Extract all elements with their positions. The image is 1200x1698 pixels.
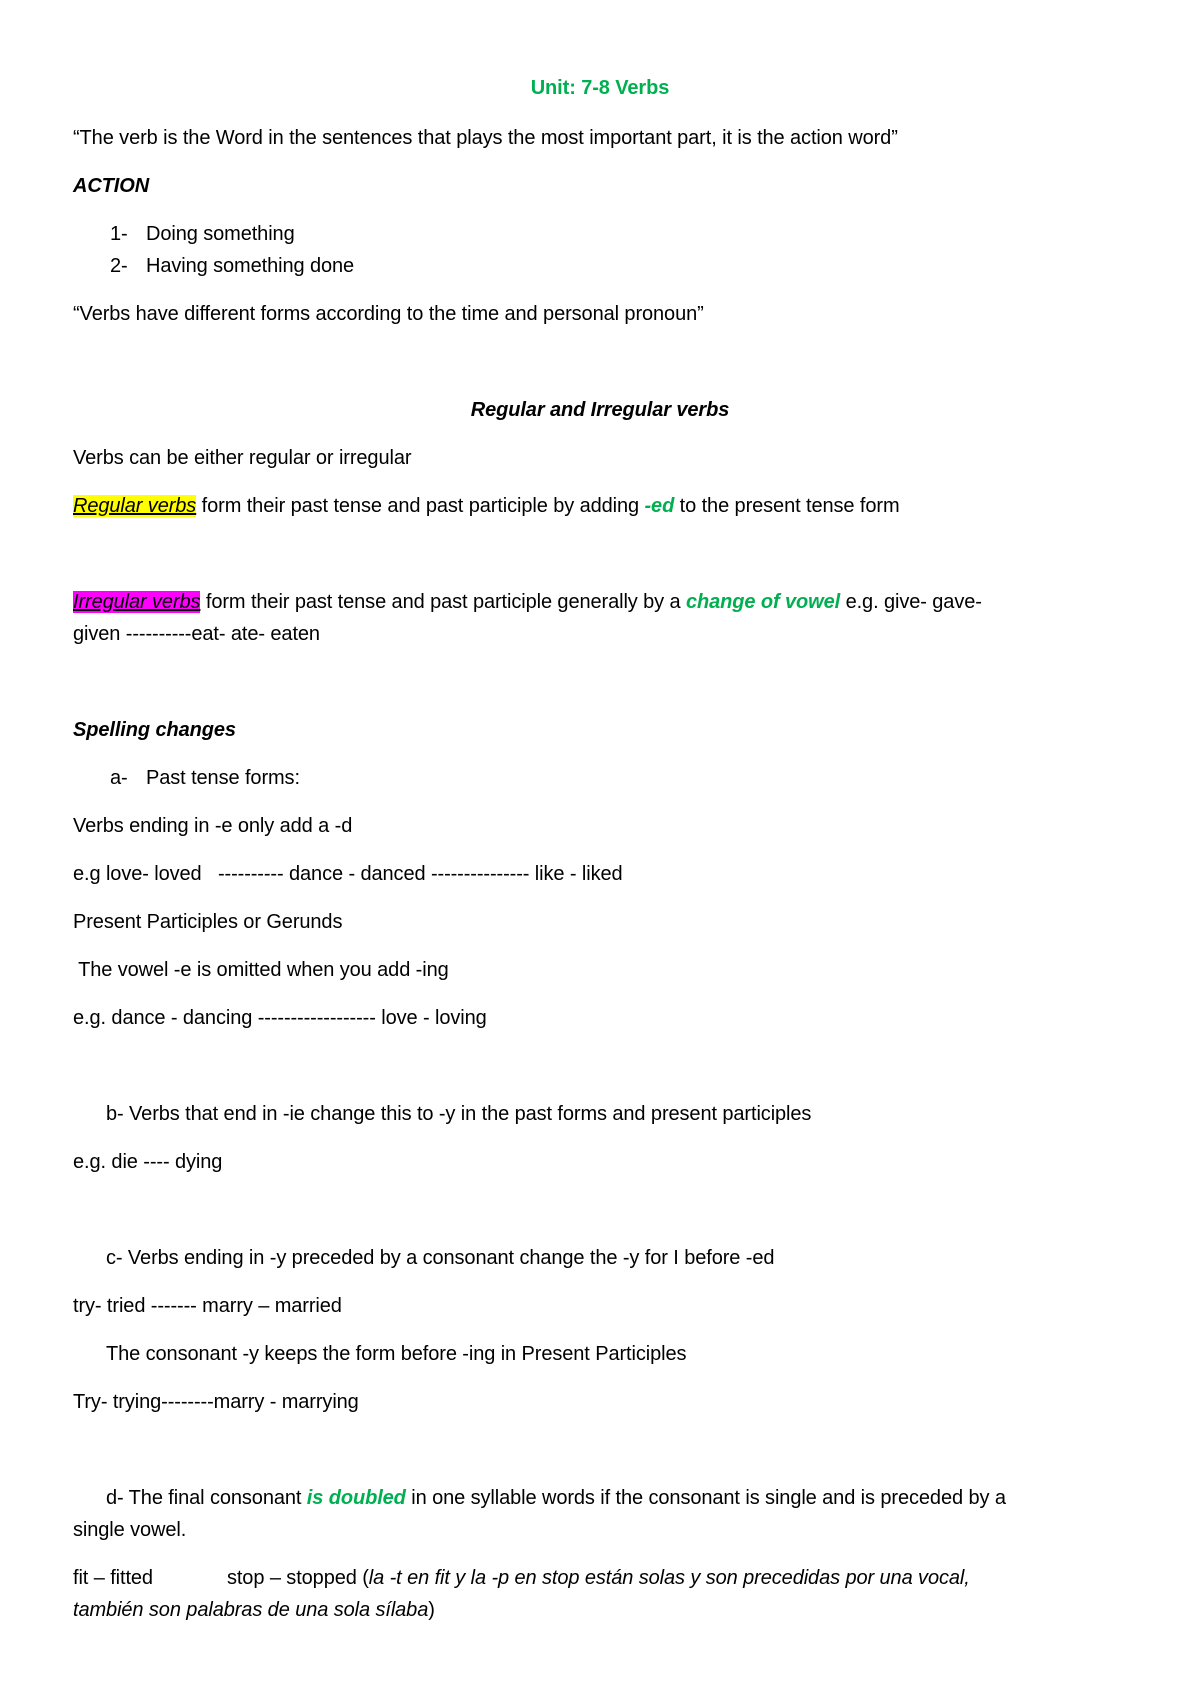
example-dancing: e.g. dance - dancing ------------------ love - loving [73,1007,487,1029]
rule-doubled-consonant [106,1486,1006,1510]
irregular-text-b: e.g. give- gave- [840,591,982,613]
regular-verbs-term: Regular verbs [73,495,197,517]
example-fitted [73,1566,970,1590]
rule-ie-to-y: b- Verbs that end in -ie change this to -y in the past forms and present participles [106,1103,812,1125]
subsection-a [110,766,300,790]
either-line: Verbs can be either regular or irregular [73,447,412,469]
regular-text-a: form their past tense and past participle by adding [196,495,645,517]
intro-quote: “The verb is the Word in the sentences that plays the most important part, it is the action word” [73,127,898,149]
rule-e-add-d: Verbs ending in -e only add a -d [73,815,353,837]
is-doubled-emphasis: is doubled [306,1487,406,1509]
spelling-heading: Spelling changes [73,719,236,741]
ed-suffix: -ed [644,495,675,517]
rule-y-keeps: The consonant -y keeps the form before -ing in Present Participles [106,1343,687,1365]
present-participles-heading: Present Participles or Gerunds [73,911,343,933]
list-item-text: Having something done [146,255,355,277]
regular-verbs-definition [73,494,900,518]
irregular-verbs-definition [73,590,982,614]
action-heading: ACTION [73,175,150,197]
list-number: 1- [110,223,128,245]
list-item-text: Doing something [146,223,295,245]
section-heading: Regular and Irregular verbs [470,399,730,421]
rule-d-text-b: in one syllable words if the consonant is single and is preceded by a [405,1487,1006,1509]
example-dying: e.g. die ---- dying [73,1151,223,1173]
action-item-1 [110,222,295,246]
example-trying: Try- trying--------marry - marrying [73,1391,359,1413]
forms-quote: “Verbs have different forms according to the time and personal pronoun” [73,303,704,325]
spanish-note-text: también son palabras de una sola sílaba [73,1599,429,1621]
regular-text-b: to the present tense form [674,495,900,517]
list-number: 2- [110,255,128,277]
spanish-note-line2 [73,1598,435,1622]
action-item-2 [110,254,354,278]
irregular-verbs-term: Irregular verbs [73,591,201,613]
example-love-loved: e.g love- loved ---------- dance - danced --------------- like - liked [73,863,623,885]
subsection-a-title: Past tense forms: [146,767,300,789]
example-tried: try- tried ------- marry – married [73,1295,342,1317]
rule-e-omitted: The vowel -e is omitted when you add -ing [73,959,449,981]
change-of-vowel-emphasis: change of vowel [686,591,841,613]
list-letter: a- [110,767,128,789]
irregular-text-a: form their past tense and past participle generally by a [200,591,687,613]
rule-y-to-i: c- Verbs ending in -y preceded by a consonant change the -y for I before -ed [106,1247,775,1269]
spanish-note: la -t en fit y la -p en stop están solas y son precedidas por una vocal, [368,1567,970,1589]
rule-doubled-line2: single vowel. [73,1519,187,1541]
example-stop: stop – stopped ( [226,1567,369,1589]
irregular-examples: given ----------eat- ate- eaten [73,623,320,645]
example-fit: fit – fitted [73,1567,153,1589]
close-paren: ) [428,1599,435,1621]
rule-d-text-a: d- The final consonant [106,1487,307,1509]
page-title: Unit: 7-8 Verbs [530,77,670,99]
